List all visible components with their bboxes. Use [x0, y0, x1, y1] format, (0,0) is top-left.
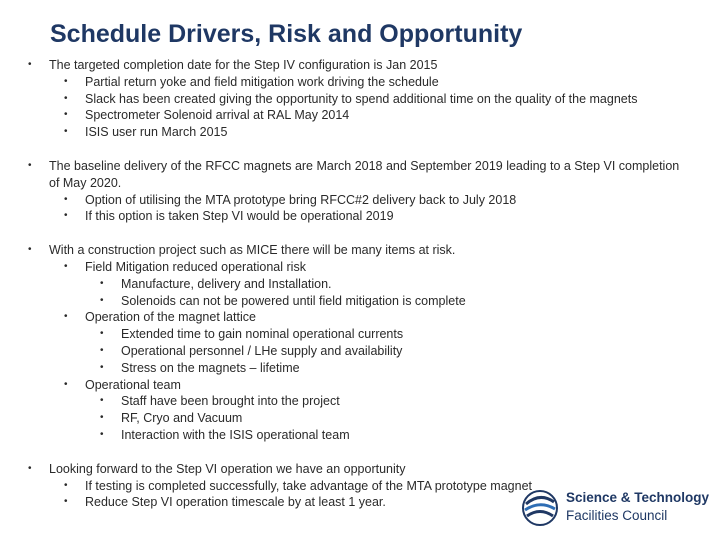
bullet-text: Solenoids can not be powered until field mitigation is complete: [121, 293, 466, 308]
bullet-dot: •: [28, 159, 32, 171]
bullet-level2: [22, 377, 712, 394]
slide-content: [22, 57, 712, 528]
bullet-text: Option of utilising the MTA prototype bring RFCC#2 delivery back to July 2018: [85, 192, 517, 207]
bullet-text: Interaction with the ISIS operational team: [121, 427, 350, 442]
bullet-text: Partial return yoke and field mitigation work driving the schedule: [85, 74, 439, 89]
bullet-level1: [22, 57, 712, 141]
bullet-dot: •: [28, 462, 32, 474]
bullet-level3: [22, 360, 712, 377]
bullet-text: Extended time to gain nominal operational currents: [121, 327, 404, 342]
bullet-level3: [22, 343, 712, 360]
bullet-text: The targeted completion date for the Step IV configuration is Jan 2015: [49, 58, 438, 72]
bullet-text: Slack has been created giving the opportunity to spend additional time on the quality of the magnets: [85, 91, 638, 106]
bullet-dot: •: [64, 126, 68, 138]
bullet-level3: [22, 293, 712, 310]
logo-line1: Science & Technology: [566, 490, 710, 505]
bullet-text: ISIS user run March 2015: [85, 125, 228, 140]
bullet-dot: •: [64, 75, 68, 87]
stfc-logo: [520, 488, 710, 528]
bullet-dot: •: [100, 412, 104, 424]
bullet-level3: [22, 276, 712, 293]
logo-line2: Facilities Council: [566, 508, 668, 523]
bullet-text: Reduce Step VI operation timescale by at least 1 year.: [85, 495, 386, 510]
bullet-text: Field Mitigation reduced operational risk: [85, 259, 306, 274]
stfc-globe-icon: [520, 488, 560, 528]
bullet-level3: [22, 326, 712, 343]
bullet-text: Stress on the magnets – lifetime: [121, 360, 300, 375]
bullet-text: RF, Cryo and Vacuum: [121, 411, 243, 426]
bullet-level2: [22, 309, 712, 326]
bullet-text: Operational personnel / LHe supply and availability: [121, 343, 403, 358]
bullet-text: Operational team: [85, 377, 181, 392]
bullet-text: With a construction project such as MICE there will be many items at risk.: [49, 243, 456, 258]
bullet-level2: [22, 259, 712, 276]
bullet-text: Operation of the magnet lattice: [85, 310, 256, 325]
bullet-dot: •: [64, 260, 68, 272]
bullet-dot: •: [100, 344, 104, 356]
bullet-dot: •: [28, 59, 32, 70]
bullet-level2: [22, 124, 712, 141]
bullet-text: Staff have been brought into the project: [121, 394, 340, 409]
bullet-dot: •: [64, 210, 68, 222]
bullet-dot: •: [100, 428, 104, 440]
bullet-dot: •: [64, 311, 68, 323]
bullet-level1: [22, 242, 712, 444]
bullet-dot: •: [100, 328, 104, 340]
bullet-level3: [22, 427, 712, 444]
bullet-level2: [22, 192, 712, 209]
bullet-dot: •: [64, 496, 68, 508]
bullet-dot: •: [100, 277, 104, 289]
bullet-text: If this option is taken Step VI would be operational 2019: [85, 209, 394, 224]
bullet-level2: [22, 91, 712, 108]
bullet-level3: [22, 393, 712, 410]
bullet-dot: •: [64, 378, 68, 390]
bullet-dot: •: [100, 361, 104, 373]
bullet-dot: •: [64, 92, 68, 104]
bullet-dot: •: [28, 244, 32, 256]
bullet-text: Looking forward to the Step VI operation we have an opportunity: [49, 461, 406, 476]
bullet-dot: •: [100, 395, 104, 407]
bullet-level2: [22, 107, 712, 124]
bullet-level2: [22, 74, 712, 91]
bullet-text: Spectrometer Solenoid arrival at RAL May 2014: [85, 108, 350, 123]
bullet-dot: •: [64, 109, 68, 121]
bullet-text: The baseline delivery of the RFCC magnets are March 2018 and September 2019 leading to a Step VI completion of May 2020.: [49, 158, 680, 190]
bullet-level2: [22, 208, 712, 225]
slide-title: Schedule Drivers, Risk and Opportunity: [50, 20, 523, 48]
bullet-level1: [22, 158, 712, 225]
bullet-dot: •: [64, 193, 68, 205]
bullet-text: If testing is completed successfully, take advantage of the MTA prototype magnet: [85, 478, 532, 493]
bullet-level3: [22, 410, 712, 427]
bullet-text: Manufacture, delivery and Installation.: [121, 276, 332, 291]
bullet-dot: •: [100, 294, 104, 306]
bullet-dot: •: [64, 479, 68, 491]
